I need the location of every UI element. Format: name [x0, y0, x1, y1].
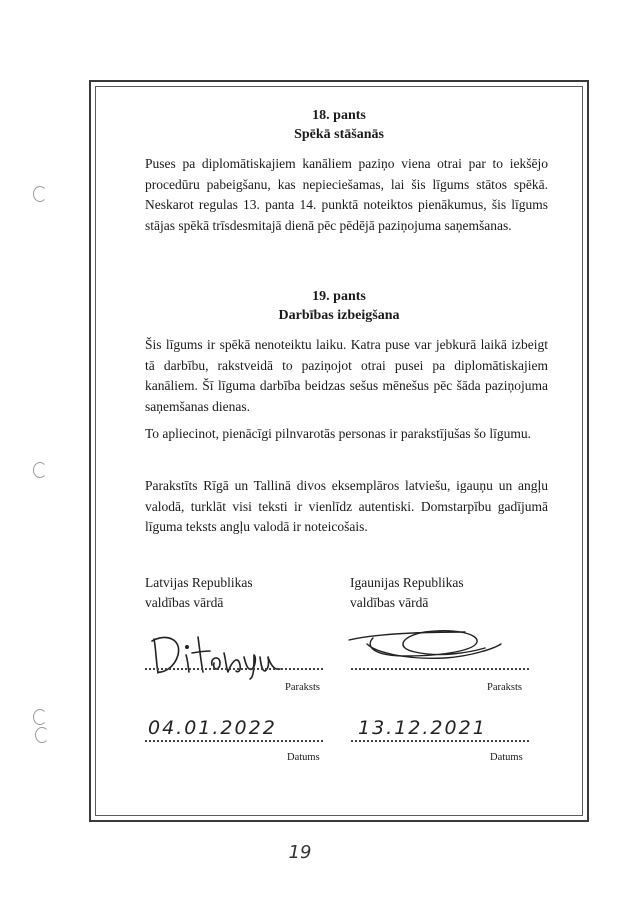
- left-date-caption: Datums: [287, 752, 320, 763]
- left-date-line: [145, 740, 323, 742]
- right-signatory-line1: Igaunijas Republikas: [350, 575, 464, 590]
- right-date-line: [351, 740, 529, 742]
- right-signature-caption: Paraksts: [487, 682, 522, 693]
- right-signatory-line2: valdības vārdā: [350, 595, 429, 610]
- article-19-number: 19. pants: [312, 289, 366, 304]
- punch-hole-mark: [33, 709, 47, 725]
- left-signature-caption: Paraksts: [285, 682, 320, 693]
- left-handwritten-date: 04.01.2022: [148, 717, 277, 739]
- signed-paragraph: Parakstīts Rīgā un Tallinā divos eksemplāros latviešu, igauņu un angļu valodā, turklāt visi teksti ir vienlīdz autentiski. Domstarpību gadījumā līguma teksts angļu valodā ir noteicošais.: [145, 478, 548, 534]
- article-18-title: Spēkā stāšanās: [294, 127, 384, 142]
- right-handwritten-date: 13.12.2021: [358, 717, 487, 739]
- left-handwritten-signature: [148, 625, 283, 680]
- page-number: 19: [288, 842, 312, 863]
- left-signature-line: [145, 668, 323, 670]
- left-signatory-line1: Latvijas Republikas: [145, 575, 253, 590]
- right-handwritten-signature: [345, 618, 505, 673]
- left-signatory-line2: valdības vārdā: [145, 595, 224, 610]
- article-19-title: Darbības izbeigšana: [278, 308, 400, 323]
- punch-hole-mark: [33, 462, 47, 478]
- punch-hole-mark: [33, 186, 47, 202]
- right-date-caption: Datums: [490, 752, 523, 763]
- punch-hole-mark: [35, 727, 49, 743]
- article-19-paragraph: Šis līgums ir spēkā nenoteiktu laiku. Katra puse var jebkurā laikā izbeigt tā darbību, rakstveidā to paziņojot otrai pusei pa diplomātiskajiem kanāliem. Šī līguma darbība beidzas sešus mēnešus pēc šāda paziņojuma saņemšanas dienas.: [145, 337, 548, 414]
- witness-paragraph: To apliecinot, pienācīgi pilnvarotās personas ir parakstījušas šo līgumu.: [145, 426, 531, 441]
- right-signature-line: [351, 668, 529, 670]
- article-18-number: 18. pants: [312, 108, 366, 123]
- article-18-paragraph: Puses pa diplomātiskajiem kanāliem paziņo viena otrai par to iekšējo procedūru pabeigšanu, kas nepieciešamas, lai šis līgums stātos spēkā. Neskarot regulas 13. panta 14. punktā noteiktos pienākumus, šis līgums stājas spēkā trīsdesmitajā dienā pēc pēdējā paziņojuma saņemšanas.: [145, 156, 548, 233]
